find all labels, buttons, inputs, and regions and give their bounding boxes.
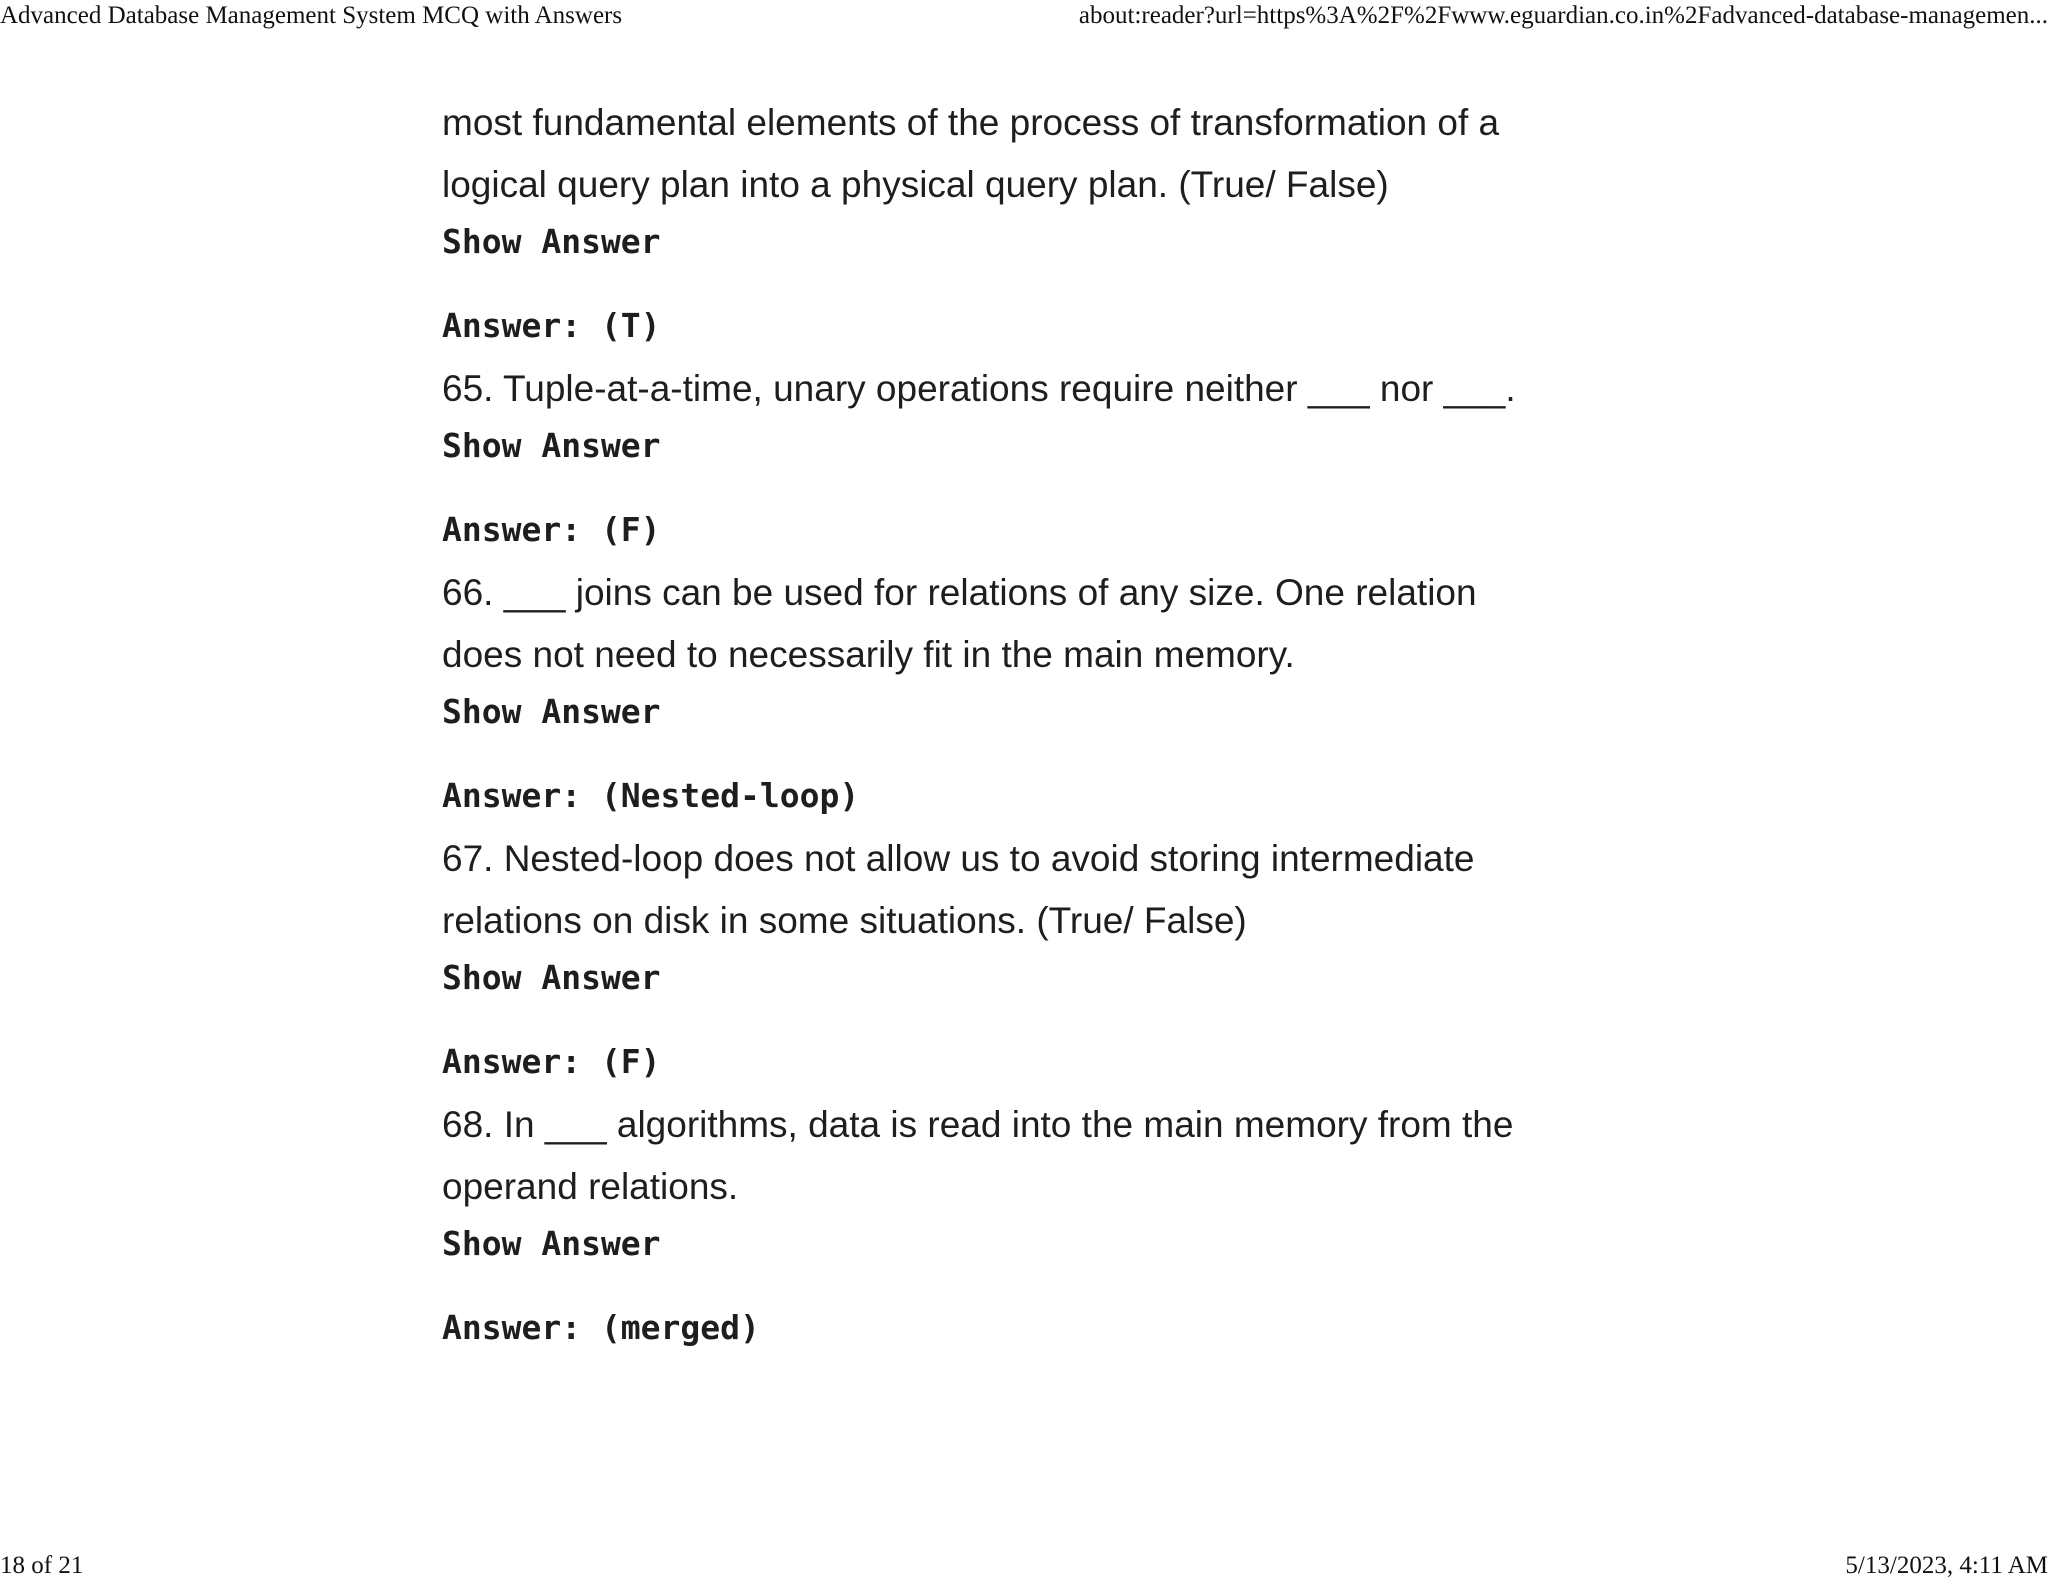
print-header [0, 0, 2048, 32]
question-text: 68. In ___ algorithms, data is read into the main memory from the [442, 1104, 1514, 1145]
question-text: relations on disk in some situations. (True/ False) [442, 900, 1247, 941]
page-url: about:reader?url=https%3A%2F%2Fwww.eguardian.co.in%2Fadvanced-database-managemen... [1078, 2, 2048, 29]
question-text: 67. Nested-loop does not allow us to avoid storing intermediate [442, 838, 1475, 879]
question-text: does not need to necessarily fit in the main memory. [442, 634, 1295, 675]
print-footer [0, 1550, 2048, 1582]
question-block [442, 828, 1582, 1082]
question-text: most fundamental elements of the process of transformation of a [442, 102, 1500, 143]
question-block [442, 92, 1582, 346]
show-answer-button[interactable]: Show Answer [442, 1224, 661, 1263]
answer-text: Answer: (merged) [442, 1308, 760, 1347]
question-block [442, 1094, 1582, 1348]
answer-text: Answer: (F) [442, 1042, 661, 1081]
question-text: logical query plan into a physical query plan. (True/ False) [442, 164, 1389, 205]
print-datetime: 5/13/2023, 4:11 AM [1845, 1552, 2048, 1579]
answer-text: Answer: (Nested-loop) [442, 776, 860, 815]
page-number: 18 of 21 [0, 1552, 84, 1579]
question-text: 66. ___ joins can be used for relations of any size. One relation [442, 572, 1477, 613]
article-content [442, 92, 1582, 1360]
page-title: Advanced Database Management System MCQ with Answers [0, 2, 623, 29]
show-answer-button[interactable]: Show Answer [442, 222, 661, 261]
question-block [442, 562, 1582, 816]
show-answer-button[interactable]: Show Answer [442, 692, 661, 731]
answer-text: Answer: (F) [442, 510, 661, 549]
answer-text: Answer: (T) [442, 306, 661, 345]
question-block [442, 358, 1582, 550]
question-text: operand relations. [442, 1166, 739, 1207]
show-answer-button[interactable]: Show Answer [442, 426, 661, 465]
question-text: 65. Tuple-at-a-time, unary operations require neither ___ nor ___. [442, 368, 1516, 409]
show-answer-button[interactable]: Show Answer [442, 958, 661, 997]
